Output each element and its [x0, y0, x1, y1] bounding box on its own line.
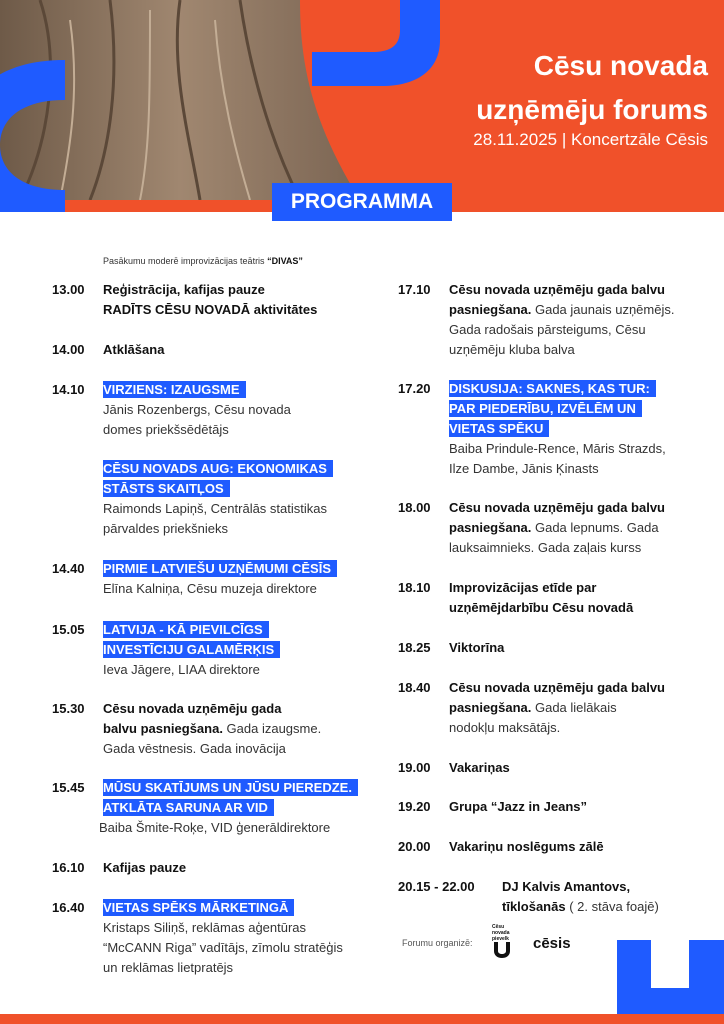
program-item: Grupa “Jazz in Jeans”: [449, 799, 587, 814]
organizers-label: Forumu organizē:: [402, 938, 473, 948]
blue-d-shape: [312, 0, 440, 86]
program-item: Vakariņas: [449, 760, 510, 775]
program-item: MŪSU SKATĪJUMS UN JŪSU PIEREDZE. ATKLĀTA SARUNA AR VID Baiba Šmite-Roķe, VID ģenerāldirektore: [103, 778, 358, 838]
program-item: Cēsu novada uzņēmēju gada balvu pasniegšana. Gada izaugsme. Gada vēstnesis. Gada inovācija: [103, 701, 322, 756]
program-item: Atklāšana: [103, 342, 165, 357]
session-tag: PAR PIEDERĪBU, IZVĒLĒM UN: [449, 400, 642, 417]
time-label: 18.25: [398, 640, 431, 655]
event-date-venue: 28.11.2025 | Koncertzāle Cēsis: [473, 130, 708, 149]
session-tag: PIRMIE LATVIEŠU UZŅĒMUMI CĒSĪS: [103, 560, 337, 577]
cesu-novada-pievelk-logo: Cēsu novada pievelk: [492, 924, 520, 964]
session-tag: DISKUSIJA: SAKNES, KAS TUR:: [449, 380, 656, 397]
time-label: 20.00: [398, 839, 431, 854]
time-label: 16.10: [52, 860, 85, 875]
program-item: Kafijas pauze: [103, 860, 187, 875]
time-label: 14.40: [52, 561, 85, 576]
session-tag: ATKLĀTA SARUNA AR VID: [103, 799, 274, 816]
u-logo-icon: [492, 942, 512, 958]
session-tag: VIETAS SPĒKS MĀRKETINGĀ: [103, 899, 294, 916]
program-item: Cēsu novada uzņēmēju gada balvu pasniegšana. Gada lielākais nodokļu maksātājs.: [449, 680, 665, 735]
moderator-note: Pasākumu moderē improvizācijas teātris “DIVAS”: [103, 256, 303, 266]
program-item: Vakariņu noslēgums zālē: [449, 839, 604, 854]
session-tag: MŪSU SKATĪJUMS UN JŪSU PIEREDZE.: [103, 779, 358, 796]
time-label: 18.00: [398, 500, 431, 515]
bottom-bar: [0, 1014, 724, 1024]
time-label: 17.10: [398, 282, 431, 297]
time-label: 18.40: [398, 680, 431, 695]
time-label: 20.15 - 22.00: [398, 879, 475, 894]
program-item: Cēsu novada uzņēmēju gada balvu pasniegšana. Gada lepnums. Gada lauksaimnieks. Gada zaļais kurss: [449, 500, 665, 555]
program-item: DISKUSIJA: SAKNES, KAS TUR: PAR PIEDERĪBU, IZVĒLĒM UN VIETAS SPĒKU Baiba Prindule-Rence, Māris Strazds, Ilze Dambe, Jānis Ķinasts: [449, 381, 666, 476]
time-label: 16.40: [52, 900, 85, 915]
blue-u-shape: [617, 940, 724, 1024]
time-label: 18.10: [398, 580, 431, 595]
time-label: 19.00: [398, 760, 431, 775]
time-label: 15.05: [52, 622, 85, 637]
header-banner: [0, 0, 724, 212]
event-title: Cēsu novada uzņēmēju forums: [476, 50, 708, 125]
program-item: Improvizācijas etīde par uzņēmējdarbību Cēsu novadā: [449, 580, 634, 615]
program-item: LATVIJA - KĀ PIEVILCĪGS INVESTĪCIJU GALAMĒRĶIS Ieva Jāgere, LIAA direktore: [103, 620, 280, 680]
cesis-logo: cēsis: [533, 935, 571, 952]
session-tag: INVESTĪCIJU GALAMĒRĶIS: [103, 641, 280, 658]
session-tag: CĒSU NOVADS AUG: EKONOMIKAS: [103, 460, 333, 477]
time-label: 14.00: [52, 342, 85, 357]
session-tag: LATVIJA - KĀ PIEVILCĪGS: [103, 621, 269, 638]
program-item: VIRZIENS: IZAUGSME Jānis Rozenbergs, Cēsu novada domes priekšsēdētājs: [103, 382, 291, 437]
session-tag: VIETAS SPĒKU: [449, 420, 549, 437]
program-item: VIETAS SPĒKS MĀRKETINGĀ Kristaps Siliņš, reklāmas aģentūras “McCANN Riga” vadītājs, zīmolu stratēģis un reklāmas lietpratējs: [103, 900, 343, 975]
program-item: PIRMIE LATVIEŠU UZŅĒMUMI CĒSĪS Elīna Kalniņa, Cēsu muzeja direktore: [103, 559, 337, 599]
program-item: Viktorīna: [449, 640, 505, 655]
program-item: DJ Kalvis Amantovs, tīklošanās ( 2. stāva foajē): [502, 879, 659, 914]
session-tag: STĀSTS SKAITĻOS: [103, 480, 230, 497]
program-item: Reģistrācija, kafijas pauze RADĪTS CĒSU NOVADĀ aktivitātes: [103, 282, 318, 317]
program-item: Cēsu novada uzņēmēju gada balvu pasniegšana. Gada jaunais uzņēmējs. Gada radošais pārsteigums, Cēsu uzņēmēju kluba balva: [449, 282, 675, 357]
time-label: 19.20: [398, 799, 431, 814]
blue-c-shape: [0, 60, 65, 212]
time-label: 15.45: [52, 780, 85, 795]
section-heading: PROGRAMMA: [272, 183, 452, 221]
time-label: 15.30: [52, 701, 85, 716]
time-label: 13.00: [52, 282, 85, 297]
program-item: CĒSU NOVADS AUG: EKONOMIKAS STĀSTS SKAITĻOS Raimonds Lapiņš, Centrālās statistikas pārvaldes priekšnieks: [103, 459, 333, 539]
time-label: 17.20: [398, 381, 431, 396]
session-tag: VIRZIENS: IZAUGSME: [103, 381, 246, 398]
time-label: 14.10: [52, 382, 85, 397]
